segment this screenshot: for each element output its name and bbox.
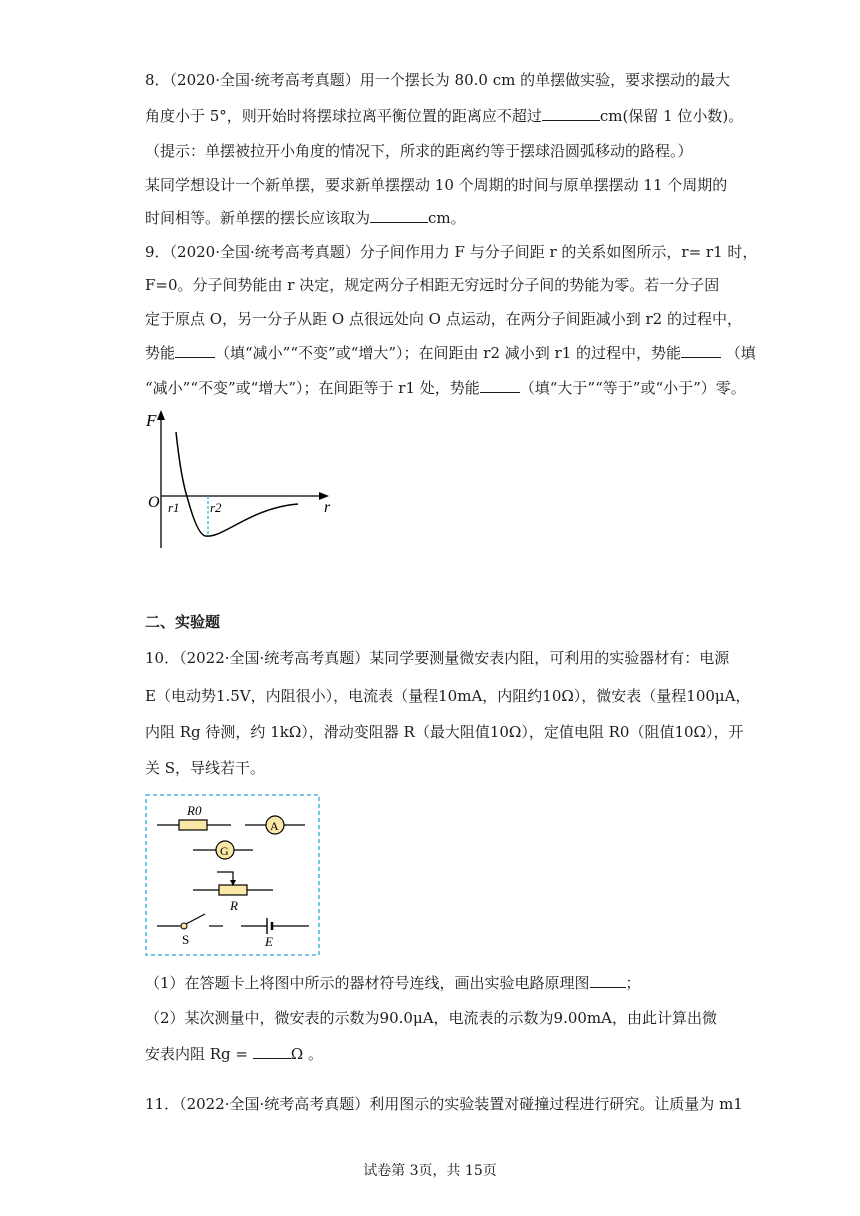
resistor-r0-symbol [179, 820, 207, 830]
circuit-components-diagram [145, 794, 321, 958]
q8-line4: 某同学想设计一个新单摆，要求新单摆摆动 10 个周期的时间与原单摆摆动 11 个周期的 [145, 176, 728, 194]
q10-part2-text: 安表内阻 Rg = [145, 1045, 249, 1063]
q9-line1: 9．（2020·全国·统考高考真题）分子间作用力 F 与分子间距 r 的关系如图所示，r= r1 时， [145, 243, 758, 261]
y-axis-arrow [157, 410, 165, 420]
galvanometer-label: G [220, 844, 229, 858]
q10-line1: 10．（2022·全国·统考高考真题）某同学要测量微安表内阻，可利用的实验器材有：电源 [145, 649, 730, 667]
q9-line5-text: “减小”“不变”或“增大”）；在间距等于 r1 处，势能 [145, 379, 480, 397]
section-title: 二、实验题 [145, 613, 221, 631]
q10-part2: （2）某次测量中，微安表的示数为90.0μA，电流表的示数为9.00mA，由此计算出微 [145, 1009, 717, 1027]
q8-line2 [145, 106, 743, 126]
force-curve [176, 432, 298, 536]
q10-part2-unit: Ω 。 [290, 1045, 324, 1063]
q10-answer-blank-1[interactable] [590, 973, 626, 988]
switch-label: S [182, 932, 190, 947]
rheostat-label: R [230, 898, 238, 913]
q10-part2-cont [145, 1044, 323, 1064]
q9-answer-blank-2[interactable] [681, 343, 721, 358]
q8-answer-blank-1[interactable] [542, 106, 600, 121]
r0-label: R0 [187, 803, 202, 818]
ammeter-label: A [270, 819, 279, 833]
q11-line1: 11．（2022·全国·统考高考真题）利用图示的实验装置对碰撞过程进行研究。让质量为 m1 [145, 1095, 743, 1113]
force-distance-graph [140, 408, 340, 558]
x-axis-label: r [324, 499, 331, 516]
q9-answer-blank-3[interactable] [480, 378, 520, 393]
q10-part1 [145, 973, 641, 993]
q8-line5 [145, 208, 466, 228]
q8-answer-blank-2[interactable] [370, 208, 428, 223]
q10-line2: E（电动势1.5V，内阻很小），电流表（量程10mA，内阻约10Ω），微安表（量程100μA， [145, 687, 751, 705]
q8-line2-text: 角度小于 5°，则开始时将摆球拉离平衡位置的距离应不超过 [145, 107, 542, 125]
q9-line4-mid: （填“减小”“不变”或“增大”）；在间距由 r2 减小到 r1 的过程中，势能 [215, 344, 682, 362]
q10-line3: 内阻 Rg 待测，约 1kΩ），滑动变阻器 R（最大阻值10Ω），定值电阻 R0（阻值10Ω），开 [145, 723, 744, 741]
q10-part1-text: （1）在答题卡上将图中所示的器材符号连线，画出实验电路原理图 [145, 974, 590, 992]
q10-line4: 关 S，导线若干。 [145, 759, 266, 777]
q9-line4-end: （填 [721, 344, 756, 362]
q8-line5-unit: cm。 [428, 209, 466, 227]
rheostat-symbol [219, 885, 247, 895]
q8-line2-unit: cm(保留 1 位小数)。 [599, 107, 744, 125]
rheostat-slider [217, 872, 233, 883]
q8-line3: （提示：单摆被拉开小角度的情况下，所求的距离约等于摆球沿圆弧移动的路程。） [145, 142, 693, 160]
q10-part1-end: ； [625, 974, 641, 992]
q9-line5-end: （填“大于”“等于”或“小于”）零。 [519, 379, 746, 397]
y-axis-label: F [146, 411, 157, 430]
q9-line4-text: 势能 [145, 344, 176, 362]
r1-label: r1 [168, 500, 180, 515]
origin-label: O [148, 494, 160, 511]
r2-label: r2 [210, 500, 222, 515]
q9-line4 [145, 343, 756, 363]
q8-line5-text: 时间相等。新单摆的摆长应该取为 [145, 209, 371, 227]
q9-answer-blank-1[interactable] [175, 343, 215, 358]
q9-line2: F=0。分子间势能由 r 决定，规定两分子相距无穷远时分子间的势能为零。若一分子固 [145, 276, 720, 294]
q9-line5 [145, 378, 746, 398]
source-label: E [265, 934, 273, 949]
q8-line1: 8．（2020·全国·统考高考真题）用一个摆长为 80.0 cm 的单摆做实验，要求摆动的最大 [145, 71, 731, 89]
q10-answer-blank-2[interactable] [253, 1044, 291, 1059]
q9-line3: 定于原点 O，另一分子从距 O 点很远处向 O 点运动，在两分子间距减小到 r2 的过程中， [145, 310, 742, 328]
page-footer: 试卷第 3页，共 15页 [363, 1163, 497, 1179]
